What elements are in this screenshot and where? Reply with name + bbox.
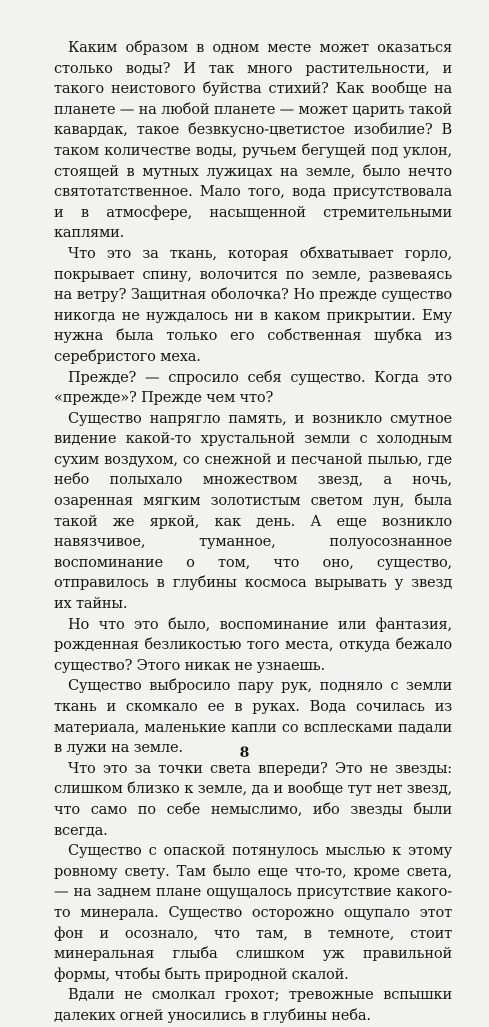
paragraph: Что это за ткань, которая обхватывает горло, покрывает спину, волочится по земле, развеваясь на ветру? Защитная оболочка? Но прежде существо никогда не нуждалось ни в каком прикрытии. Ему нужна была только его собственная шубка из серебристого меха. [54,244,452,365]
paragraph: Прежде? — спросило себя существо. Когда это «прежде»? Прежде чем что? [54,368,452,407]
paragraph: Существо выбросило пару рук, подняло с земли ткань и скомкало ее в руках. Вода сочилась из материала, маленькие капли со всплесками падали в лужи на земле. [54,677,452,757]
paragraph: Вдали не смолкал грохот; тревожные вспышки далеких огней уносились в глубины неба. [54,986,452,1024]
paragraph: Но что это было, воспоминание или фантазия, рожденная безликостью того места, откуда бежало существо? Этого никак не узнаешь. [54,615,452,674]
paragraph: Каким образом в одном месте может оказаться столько воды? И так много растительности, и такого неистового буйства стихий? Как вообще на планете — на любой планете — может царить такой кавардак, такое безвкусно-цветистое изобилие? В таком количестве воды, ручьем бегущей под уклон, стоящей в мутных лужицах на земле, было нечто святотатственное. Мало того, вода присутствовала и в атмосфере, насыщенной стремительными каплями. [54,39,452,242]
paragraph: Что это за точки света впереди? Это не звезды: слишком близко к земле, да и вообще тут нет звезд, что само по себе немыслимо, ибо звезды были всегда. [54,759,452,839]
page-number: 8 [239,745,250,761]
paragraph: Существо с опаской потянулось мыслью к этому ровному свету. Там было еще что-то, кроме света, — на заднем плане ощущалось присутствие какого-то минерала. Существо осторожно ощупало этот фон и осознало, что там, в темноте, стоит минеральная глыба слишком уж правильной формы, чтобы быть природной скалой. [54,842,452,983]
paragraph: Существо напрягло память, и возникло смутное видение какой-то хрустальной земли с холодным сухим воздухом, со снежной и песчаной пылью, где небо полыхало множеством звезд, а ночь, озаренная мягким золотистым светом лун, была такой же яркой, как день. А еще возникло навязчивое, туманное, полуосознанное воспоминание о том, что оно, существо, отправилось в глубины космоса вырывать у звезд их тайны. [54,409,452,613]
page-body [54,38,452,1027]
